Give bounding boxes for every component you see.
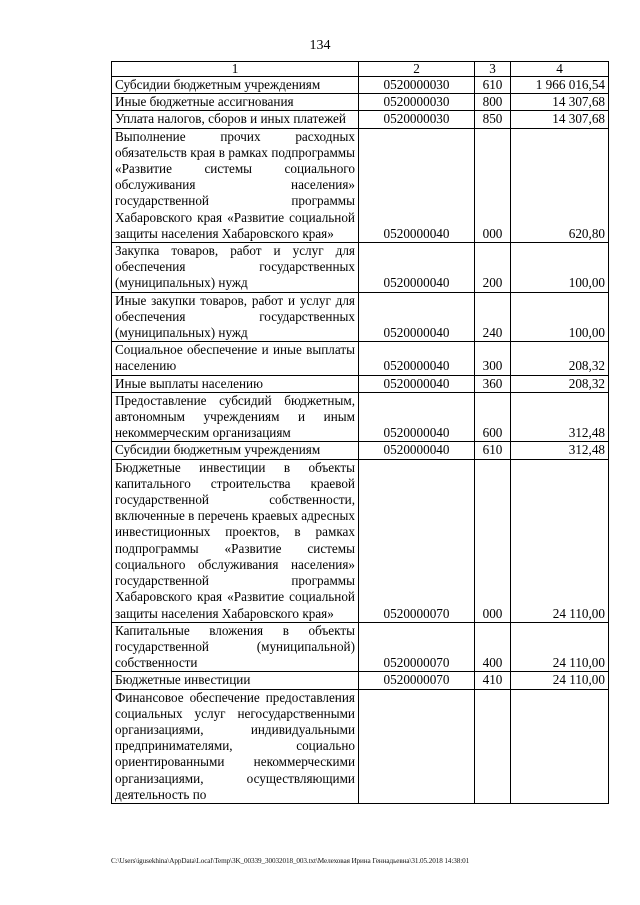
row-kind-cell: 850 [475,111,511,128]
row-kind-cell: 610 [475,77,511,94]
table-row [112,243,609,293]
row-sum-cell: 208,32 [511,375,609,392]
table-row [112,94,609,111]
table-row [112,128,609,242]
row-sum-cell: 100,00 [511,243,609,293]
table-header-row [112,62,609,77]
row-code-cell: 0520000040 [359,292,475,342]
row-name-cell: Закупка товаров, работ и услуг для обеспечения государственных (муниципальных) нужд [112,243,359,293]
row-sum-cell: 24 110,00 [511,672,609,689]
column-header-name: 1 [112,62,359,77]
table-row [112,672,609,689]
row-code-cell: 0520000030 [359,77,475,94]
budget-table [111,61,609,804]
row-sum-cell: 312,48 [511,442,609,459]
row-name-cell: Выполнение прочих расходных обязательств края в рамках подпрограммы «Развитие системы социального обслуживания населения» государственной программы Хабаровского края «Развитие социальной защиты населения Хабаровского края» [112,128,359,242]
table-row [112,622,609,672]
row-code-cell: 0520000030 [359,94,475,111]
table-row [112,111,609,128]
row-sum-cell: 24 110,00 [511,622,609,672]
row-kind-cell: 800 [475,94,511,111]
row-code-cell: 0520000030 [359,111,475,128]
row-kind-cell: 410 [475,672,511,689]
row-name-cell: Бюджетные инвестиции [112,672,359,689]
row-name-cell: Финансовое обеспечение предоставления социальных услуг негосударственными организациями, индивидуальными предпринимателями, социально ориентированными некоммерческими организациями, осуществляющими деятельность по [112,689,359,803]
column-header-code: 2 [359,62,475,77]
table-row [112,375,609,392]
row-sum-cell: 100,00 [511,292,609,342]
row-name-cell: Субсидии бюджетным учреждениям [112,442,359,459]
row-kind-cell: 000 [475,128,511,242]
table-body [112,62,609,804]
row-code-cell: 0520000040 [359,442,475,459]
row-sum-cell: 24 110,00 [511,459,609,622]
row-code-cell [359,689,475,803]
page-number: 134 [309,38,331,53]
column-header-sum: 4 [511,62,609,77]
table-row [112,442,609,459]
row-code-cell: 0520000070 [359,672,475,689]
row-name-cell: Капитальные вложения в объекты государственной (муниципальной) собственности [112,622,359,672]
table-row [112,342,609,375]
row-sum-cell [511,689,609,803]
row-kind-cell: 400 [475,622,511,672]
row-kind-cell: 000 [475,459,511,622]
row-name-cell: Субсидии бюджетным учреждениям [112,77,359,94]
row-name-cell: Иные выплаты населению [112,375,359,392]
row-kind-cell: 610 [475,442,511,459]
table-row [112,77,609,94]
row-sum-cell: 14 307,68 [511,94,609,111]
row-code-cell: 0520000040 [359,375,475,392]
row-name-cell: Иные бюджетные ассигнования [112,94,359,111]
table-row [112,459,609,622]
row-code-cell: 0520000040 [359,243,475,293]
row-name-cell: Предоставление субсидий бюджетным, автономным учреждениям и иным некоммерческим организациям [112,392,359,442]
row-sum-cell: 14 307,68 [511,111,609,128]
file-path-footer: C:\Users\igusekhina\AppData\Local\Temp\3K_00339_30032018_003.txt\Мелеховая Ирина Геннадьевна\31.05.2018 14:38:01 [111,857,470,865]
row-sum-cell: 620,80 [511,128,609,242]
row-sum-cell: 312,48 [511,392,609,442]
row-code-cell: 0520000040 [359,342,475,375]
row-name-cell: Иные закупки товаров, работ и услуг для обеспечения государственных (муниципальных) нужд [112,292,359,342]
row-kind-cell: 300 [475,342,511,375]
column-header-kind: 3 [475,62,511,77]
row-sum-cell: 208,32 [511,342,609,375]
row-name-cell: Уплата налогов, сборов и иных платежей [112,111,359,128]
row-kind-cell: 240 [475,292,511,342]
row-name-cell: Социальное обеспечение и иные выплаты населению [112,342,359,375]
row-name-cell: Бюджетные инвестиции в объекты капитального строительства краевой государственной собственности, включенные в перечень краевых адресных инвестиционных проектов, в рамках подпрограммы «Развитие системы социального обслуживания населения» государственной программы Хабаровского края «Развитие социальной защиты населения Хабаровского края» [112,459,359,622]
table-row [112,292,609,342]
row-kind-cell: 360 [475,375,511,392]
table-row [112,689,609,803]
row-code-cell: 0520000040 [359,392,475,442]
row-kind-cell [475,689,511,803]
row-code-cell: 0520000040 [359,128,475,242]
row-kind-cell: 600 [475,392,511,442]
row-code-cell: 0520000070 [359,459,475,622]
row-sum-cell: 1 966 016,54 [511,77,609,94]
row-code-cell: 0520000070 [359,622,475,672]
row-kind-cell: 200 [475,243,511,293]
table-row [112,392,609,442]
